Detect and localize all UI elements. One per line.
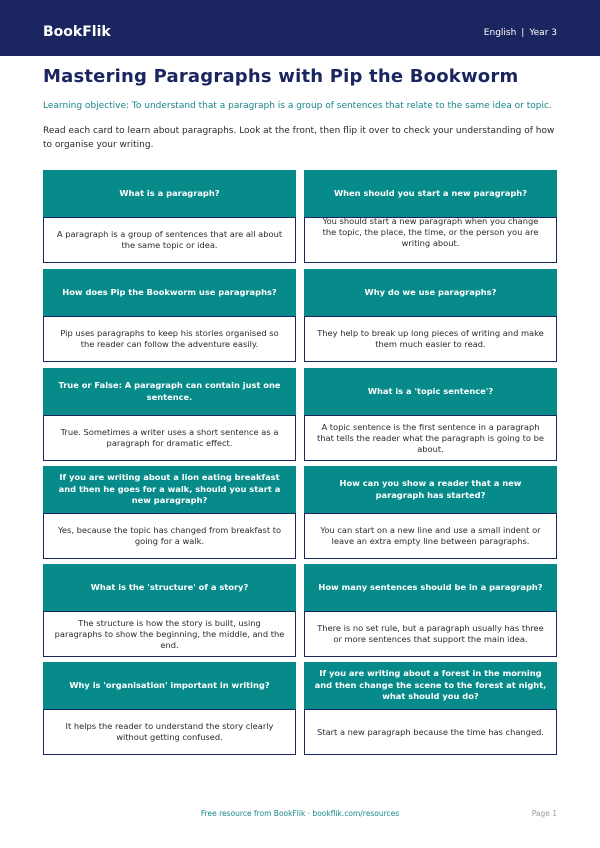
card-answer: A paragraph is a group of sentences that are all about the same topic or idea. (56, 229, 283, 250)
card-question: When should you start a new paragraph? (333, 187, 528, 198)
flashcard[interactable] (43, 662, 296, 754)
card-question: If you are writing about a lion eating breakfast and then he goes for a walk, should you start a new paragraph? (58, 472, 281, 506)
card-question: How many sentences should be in a paragraph? (318, 581, 543, 592)
card-back (43, 513, 296, 559)
card-question: If you are writing about a forest in the morning and then change the scene to the forest at night, what should you do? (314, 668, 547, 702)
separator: | (521, 28, 525, 38)
flashcard[interactable] (43, 564, 296, 656)
card-front (304, 170, 557, 217)
card-answer: It helps the reader to understand the story clearly without getting confused. (65, 721, 274, 742)
flashcard[interactable] (43, 170, 296, 262)
subject-year (484, 26, 557, 40)
card-back (304, 316, 557, 362)
card-answer: True. Sometimes a writer uses a short sentence as a paragraph for dramatic effect. (60, 427, 279, 448)
card-answer: You can start on a new line and use a small indent or leave an extra empty line between paragraphs. (320, 525, 541, 546)
flashcard[interactable] (304, 170, 557, 262)
card-back (43, 709, 296, 755)
learning-objective: Learning objective: To understand that a paragraph is a group of sentences that relate to the same idea or topic. (43, 101, 552, 111)
card-back (304, 217, 557, 263)
card-question: Why do we use paragraphs? (364, 286, 497, 297)
card-back (304, 709, 557, 755)
card-answer: Start a new paragraph because the time has changed. (317, 726, 544, 737)
card-back (43, 611, 296, 657)
header-bar (0, 0, 600, 56)
card-front (43, 662, 296, 709)
card-answer: There is no set rule, but a paragraph usually has three or more sentences that support the main idea. (317, 623, 544, 644)
card-answer: The structure is how the story is built, using paragraphs to show the beginning, the middle, and the end. (54, 617, 285, 650)
page-title: Mastering Paragraphs with Pip the Bookworm (43, 66, 519, 87)
subject-label: English (483, 28, 517, 38)
flashcard[interactable] (43, 368, 296, 460)
intro-text: Read each card to learn about paragraphs. Look at the front, then flip it over to check your understanding of how to organise your writing. (43, 126, 555, 150)
card-back (304, 611, 557, 657)
card-front (43, 269, 296, 316)
year-label: Year 3 (529, 28, 557, 38)
card-question: What is a paragraph? (119, 187, 220, 198)
flashcard[interactable] (304, 466, 557, 558)
card-answer: Yes, because the topic has changed from breakfast to going for a walk. (57, 525, 282, 546)
card-front (43, 466, 296, 513)
card-back (43, 316, 296, 362)
card-back (43, 415, 296, 461)
flashcard[interactable] (43, 269, 296, 361)
card-front (304, 662, 557, 709)
card-back (304, 513, 557, 559)
card-question: How can you show a reader that a new paragraph has started? (339, 478, 522, 500)
card-back (43, 217, 296, 263)
card-answer: They help to break up long pieces of writing and make them much easier to read. (317, 328, 544, 349)
card-question: Why is 'organisation' important in writing? (69, 679, 270, 690)
flashcard[interactable] (304, 269, 557, 361)
page-number: Page 1 (531, 809, 557, 818)
card-question: What is the 'structure' of a story? (90, 581, 249, 592)
footer-credit[interactable]: Free resource from BookFlik · bookflik.com/resources (200, 809, 400, 818)
flashcard[interactable] (304, 368, 557, 460)
brand-logo[interactable]: BookFlik (43, 24, 111, 40)
card-front (43, 368, 296, 415)
card-front (304, 269, 557, 316)
card-answer: Pip uses paragraphs to keep his stories organised so the reader can follow the adventure easily. (60, 328, 279, 349)
card-front (304, 466, 557, 513)
card-question: What is a 'topic sentence'? (367, 385, 494, 396)
card-answer: A topic sentence is the first sentence in a paragraph that tells the reader what the paragraph is going to be about. (317, 421, 544, 454)
card-front (304, 368, 557, 415)
card-answer: You should start a new paragraph when you change the topic, the place, the time, or the person you are writing about. (322, 217, 539, 248)
flashcard[interactable] (43, 466, 296, 558)
card-back (304, 415, 557, 461)
flashcard[interactable] (304, 564, 557, 656)
card-question: How does Pip the Bookworm use paragraphs? (62, 286, 277, 297)
card-front (304, 564, 557, 611)
card-front (43, 170, 296, 217)
card-front (43, 564, 296, 611)
card-question: True or False: A paragraph can contain just one sentence. (58, 380, 281, 402)
flashcard[interactable] (304, 662, 557, 754)
